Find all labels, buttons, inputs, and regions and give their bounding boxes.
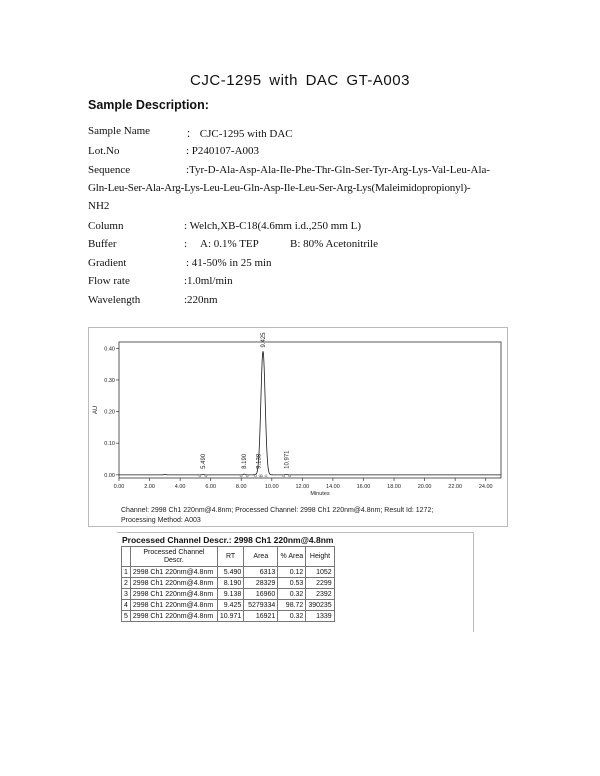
y-tick-label: 0.40 — [104, 346, 115, 353]
row-index: 1 — [122, 567, 131, 578]
gradient-label: Gradient — [88, 257, 127, 269]
chromatogram-trace — [119, 352, 501, 475]
x-tick-label: 8.00 — [235, 484, 247, 490]
row-index: 4 — [122, 600, 131, 611]
flow-rate-value: :1.0ml/min — [184, 275, 233, 287]
header-channel-descr: Processed Channel Descr. — [130, 547, 217, 567]
row-rt: 5.490 — [217, 567, 243, 578]
wavelength-label: Wavelength — [88, 294, 141, 306]
row-percent-area: 0.53 — [278, 578, 306, 589]
x-tick-label: 12.00 — [295, 484, 310, 490]
row-channel: 2998 Ch1 220nm@4.8nm — [130, 567, 217, 578]
peak-label: 8.190 — [242, 453, 249, 469]
header-rt: RT — [217, 547, 243, 567]
header-percent-area: % Area — [278, 547, 306, 567]
row-rt: 9.138 — [217, 589, 243, 600]
row-channel: 2998 Ch1 220nm@4.8nm — [130, 600, 217, 611]
table-row — [122, 600, 335, 611]
sequence-line2: Gln-Leu-Ser-Ala-Arg-Lys-Leu-Leu-Gln-Asp-Ile-Leu-Ser-Arg-Lys(Maleimidopropionyl)- — [88, 182, 471, 194]
column-value: : Welch,XB-C18(4.6mm i.d.,250 mm L) — [184, 220, 362, 232]
x-tick-label: 22.00 — [448, 484, 463, 490]
row-height: 1339 — [306, 611, 334, 622]
x-tick-label: 6.00 — [205, 484, 217, 490]
row-channel: 2998 Ch1 220nm@4.8nm — [130, 589, 217, 600]
column-label: Column — [88, 220, 124, 232]
sequence-label: Sequence — [88, 164, 131, 176]
row-channel: 2998 Ch1 220nm@4.8nm — [130, 611, 217, 622]
peak-label: 9.425 — [261, 332, 268, 348]
y-tick-label: 0.10 — [104, 441, 115, 448]
table-row — [122, 589, 335, 600]
x-tick-label: 4.00 — [174, 484, 186, 490]
row-rt: 8.190 — [217, 578, 243, 589]
x-tick-label: 24.00 — [478, 484, 493, 490]
lot-no-value: : P240107-A003 — [186, 145, 260, 157]
gradient-value: : 41-50% in 25 min — [186, 257, 272, 269]
peak-label: 10.971 — [284, 450, 291, 469]
table-row — [122, 578, 335, 589]
row-percent-area: 0.12 — [278, 567, 306, 578]
buffer-colon: : — [184, 238, 188, 250]
y-tick-label: 0.00 — [104, 472, 115, 479]
buffer-label: Buffer — [88, 238, 117, 250]
row-rt: 10.971 — [217, 611, 243, 622]
row-index: 3 — [122, 589, 131, 600]
peak-start-marker — [255, 475, 257, 477]
sequence-line1: :Tyr-D-Ala-Asp-Ala-Ile-Phe-Thr-Gln-Ser-Tyr-Arg-Lys-Val-Leu-Ala- — [186, 164, 491, 176]
table-row — [122, 567, 335, 578]
peak-table-title: Processed Channel Descr.: 2998 Ch1 220nm@4.8nm — [122, 535, 334, 545]
y-axis-label: AU — [93, 405, 99, 415]
y-tick-label: 0.20 — [104, 409, 115, 416]
x-tick-label: 20.00 — [417, 484, 432, 490]
x-tick-label: 0.00 — [113, 484, 125, 490]
row-index: 5 — [122, 611, 131, 622]
buffer-b-value: B: 80% Acetonitrile — [290, 238, 378, 250]
row-height: 2392 — [306, 589, 334, 600]
buffer-a-value: A: 0.1% TEP — [200, 238, 259, 250]
sample-name-value: ： CJC-1295 with DAC — [186, 128, 293, 140]
peak-table — [121, 546, 335, 622]
x-tick-label: 14.00 — [326, 484, 340, 490]
x-tick-label: 10.00 — [264, 484, 279, 490]
document-title: CJC-1295 with DAC GT-A003 — [190, 72, 410, 89]
header-area: Area — [244, 547, 278, 567]
row-percent-area: 0.32 — [278, 589, 306, 600]
table-row — [122, 611, 335, 622]
sample-name-label: Sample Name — [88, 125, 151, 137]
lot-no-label: Lot.No — [88, 145, 120, 157]
row-percent-area: 0.32 — [278, 611, 306, 622]
row-percent-area: 98.72 — [278, 600, 306, 611]
peak-label: 9.138 — [256, 453, 263, 469]
chart-footer-method: Processing Method: A003 — [121, 517, 201, 524]
row-height: 1052 — [306, 567, 334, 578]
wavelength-value: :220nm — [184, 294, 218, 306]
header-index — [122, 547, 131, 567]
plot-area — [119, 342, 501, 478]
flow-rate-label: Flow rate — [88, 275, 130, 287]
header-height: Height — [306, 547, 334, 567]
x-tick-label: 18.00 — [387, 484, 401, 490]
row-channel: 2998 Ch1 220nm@4.8nm — [130, 578, 217, 589]
chromatogram-chart — [89, 328, 509, 528]
row-height: 390235 — [306, 600, 334, 611]
row-area: 28329 — [244, 578, 278, 589]
peak-label: 5.490 — [200, 453, 207, 469]
row-index: 2 — [122, 578, 131, 589]
peak-start-marker — [259, 475, 261, 477]
peak-end-marker — [265, 475, 267, 477]
sample-description-heading: Sample Description: — [88, 98, 209, 112]
x-tick-label: 16.00 — [356, 484, 371, 490]
chart-footer-channel: Channel: 2998 Ch1 220nm@4.8nm; Processed Channel: 2998 Ch1 220nm@4.8nm; Result Id: 1272; — [121, 507, 434, 514]
row-area: 6313 — [244, 567, 278, 578]
x-axis-label: Minutes — [310, 491, 330, 497]
row-area: 16921 — [244, 611, 278, 622]
y-tick-label: 0.30 — [104, 377, 115, 384]
sequence-line3: NH2 — [88, 200, 110, 212]
peak-table-header-row — [122, 547, 335, 567]
chromatogram-frame — [88, 327, 508, 527]
row-area: 16960 — [244, 589, 278, 600]
row-height: 2299 — [306, 578, 334, 589]
x-tick-label: 2.00 — [144, 484, 155, 490]
row-area: 5279334 — [244, 600, 278, 611]
row-rt: 9.425 — [217, 600, 243, 611]
